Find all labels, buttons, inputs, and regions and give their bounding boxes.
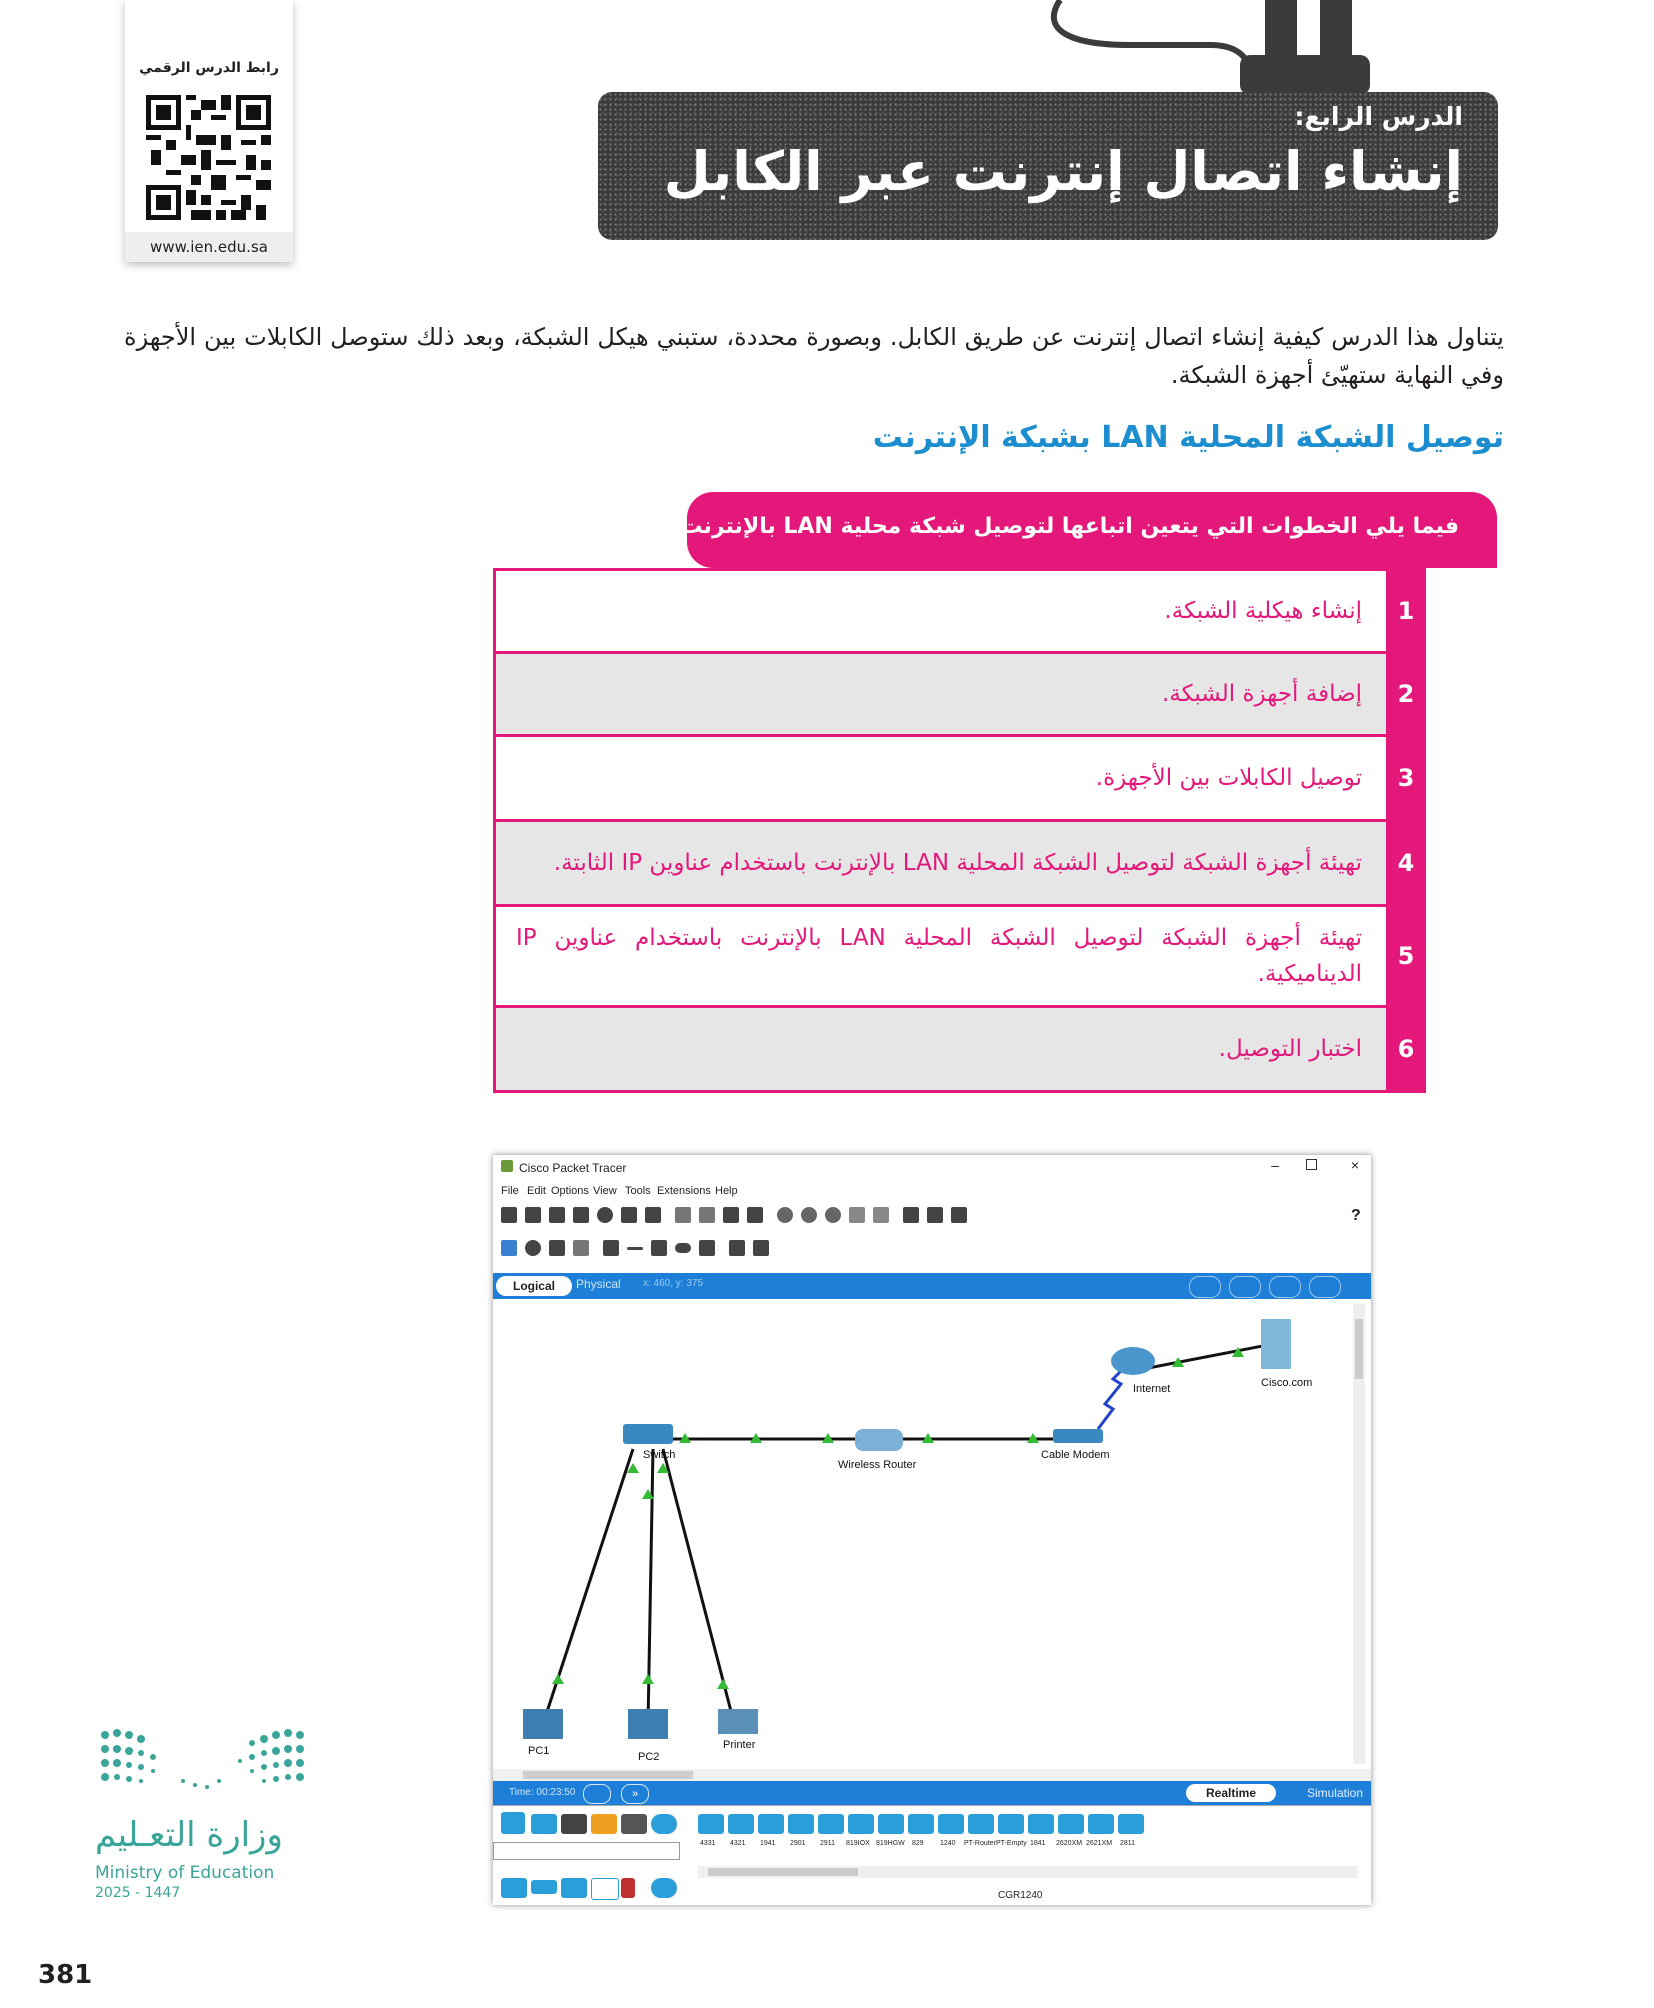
model-label: 829	[912, 1840, 924, 1847]
label-switch: Switch	[643, 1449, 676, 1461]
redo-icon[interactable]	[747, 1207, 763, 1223]
horizontal-scrollbar[interactable]	[493, 1769, 1371, 1781]
qr-code-image[interactable]	[146, 95, 271, 220]
model-label: PT-Router	[964, 1840, 996, 1847]
power-cycle-icon[interactable]	[583, 1784, 611, 1804]
delete-icon[interactable]	[549, 1240, 565, 1256]
workspace-mode-bar	[493, 1273, 1371, 1299]
model-1941-icon[interactable]	[758, 1814, 784, 1834]
pc1-node	[523, 1709, 563, 1739]
menu-extensions[interactable]: Extensions	[657, 1185, 711, 1197]
model-label: 819IOX	[846, 1840, 870, 1847]
device-category-icon[interactable]	[531, 1814, 557, 1834]
menu-tools[interactable]: Tools	[625, 1185, 651, 1197]
step-text: اختبار التوصيل.	[496, 1008, 1386, 1090]
model-4321-icon[interactable]	[728, 1814, 754, 1834]
model-label: 4331	[700, 1840, 716, 1847]
model-4331-icon[interactable]	[698, 1814, 724, 1834]
switch-node	[623, 1424, 673, 1444]
menu-file[interactable]: File	[501, 1185, 519, 1197]
device-category-icon[interactable]	[561, 1814, 587, 1834]
step-text: إنشاء هيكلية الشبكة.	[1164, 598, 1362, 624]
model-2901-icon[interactable]	[788, 1814, 814, 1834]
label-wireless-router: Wireless Router	[838, 1459, 917, 1471]
device-subcategory-icon[interactable]	[561, 1878, 587, 1898]
simulation-button[interactable]: Simulation	[1306, 1786, 1363, 1800]
menu-options[interactable]: Options	[551, 1185, 589, 1197]
label-cable-modem: Cable Modem	[1041, 1449, 1110, 1461]
device-category-icon[interactable]	[501, 1812, 525, 1834]
model-829-icon[interactable]	[908, 1814, 934, 1834]
model-819hgw-icon[interactable]	[878, 1814, 904, 1834]
help-icon[interactable]: ?	[1351, 1207, 1361, 1224]
info-icon[interactable]	[597, 1207, 613, 1223]
step-row	[496, 734, 1426, 819]
menu-help[interactable]: Help	[715, 1185, 738, 1197]
simple-pdu-icon[interactable]	[729, 1240, 745, 1256]
step-number: 3	[1386, 737, 1426, 819]
viewport-icon[interactable]	[1189, 1276, 1221, 1298]
activity-icon[interactable]	[645, 1207, 661, 1223]
screenshot-icon[interactable]	[951, 1207, 967, 1223]
cable-modem-node	[1053, 1429, 1103, 1443]
open-icon[interactable]	[525, 1207, 541, 1223]
environment-icon[interactable]	[1309, 1276, 1341, 1298]
steps-header-text: فيما يلي الخطوات التي يتعين اتباعها لتوصيل شبكة محلية LAN بالإنترنت:	[671, 514, 1459, 539]
steps-header	[671, 492, 1497, 568]
model-819iox-icon[interactable]	[848, 1814, 874, 1834]
ministry-year: 2025 - 1447	[95, 1885, 181, 1901]
model-label: 2620XM	[1056, 1840, 1083, 1847]
step-number: 4	[1386, 822, 1426, 904]
internet-cloud-node	[1111, 1347, 1155, 1375]
ellipse-icon[interactable]	[675, 1243, 691, 1253]
cluster-icon[interactable]	[1229, 1276, 1261, 1298]
lesson-label: الدرس الرابع:	[1294, 102, 1463, 131]
device-subcategory-icon[interactable]	[591, 1878, 619, 1900]
printer-node	[718, 1709, 758, 1734]
lesson-banner	[598, 92, 1498, 240]
step-text: تهيئة أجهزة الشبكة لتوصيل الشبكة المحلية LAN بالإنترنت باستخدام عناوين IP الديناميكية.	[516, 925, 1362, 987]
model-label: 1841	[1030, 1840, 1046, 1847]
device-models-row	[698, 1806, 1358, 1846]
intro-paragraph: يتناول هذا الدرس كيفية إنشاء اتصال إنترنت عن طريق الكابل. وبصورة محددة، ستبني هيكل الشبكة، وبعد ذلك ستوصل الكابلات بين الأجهزة وفي النهاية ستهيّئ أجهزة الشبكة.	[124, 323, 1504, 389]
steps-table	[493, 568, 1426, 1093]
label-printer: Printer	[723, 1739, 756, 1751]
step-row	[496, 651, 1426, 734]
step-row	[496, 904, 1426, 1005]
model-label: PT-Empty	[996, 1840, 1027, 1847]
qr-card	[125, 0, 293, 262]
ministry-name-english: Ministry of Education	[95, 1863, 275, 1883]
inspect-icon[interactable]	[525, 1240, 541, 1256]
network-icon[interactable]	[621, 1207, 637, 1223]
simulation-bar	[493, 1781, 1371, 1805]
cable-internet-server	[1143, 1344, 1273, 1369]
step-text: إضافة أجهزة الشبكة.	[496, 654, 1386, 734]
new-icon[interactable]	[501, 1207, 517, 1223]
device-subcategory-icon[interactable]	[501, 1878, 527, 1898]
selected-model-label: CGR1240	[998, 1890, 1043, 1901]
cable-plug-illustration	[1010, 0, 1370, 95]
close-icon[interactable]: ×	[1350, 1157, 1359, 1173]
label-pc2: PC2	[638, 1751, 660, 1763]
model-label: 2911	[820, 1840, 836, 1847]
model-label: 1240	[940, 1840, 956, 1847]
models-scrollbar[interactable]	[698, 1866, 1358, 1878]
copy-icon[interactable]	[675, 1207, 691, 1223]
app-titlebar	[493, 1155, 1371, 1181]
model-2620xm-icon[interactable]	[1058, 1814, 1084, 1834]
cable-switch-printer	[663, 1449, 733, 1719]
menu-edit[interactable]: Edit	[527, 1185, 546, 1197]
ministry-name-arabic: وزارة التعـليم	[95, 1815, 283, 1855]
model-label: 1941	[760, 1840, 776, 1847]
device-subcategory-icon[interactable]	[621, 1878, 635, 1898]
pdu-list-icon[interactable]	[903, 1207, 919, 1223]
model-label: 2901	[790, 1840, 806, 1847]
step-number: 1	[1386, 571, 1426, 651]
model-2911-icon[interactable]	[818, 1814, 844, 1834]
zoom-reset-icon[interactable]	[801, 1207, 817, 1223]
ministry-dots-emblem	[95, 1715, 310, 1805]
ministry-logo	[95, 1715, 310, 1901]
step-row	[496, 568, 1426, 651]
custom-device-icon[interactable]	[873, 1207, 889, 1223]
model-label: 819HGW	[876, 1840, 905, 1847]
page-number: 381	[38, 1960, 93, 1990]
coordinates-readout: x: 460, y: 375	[643, 1278, 704, 1289]
model-2811-icon[interactable]	[1118, 1814, 1144, 1834]
select-icon[interactable]	[501, 1240, 517, 1256]
label-internet: Internet	[1133, 1383, 1171, 1395]
section-heading: توصيل الشبكة المحلية LAN بشبكة الإنترنت	[872, 420, 1504, 455]
app-title: Cisco Packet Tracer	[519, 1161, 627, 1175]
note-icon[interactable]	[603, 1240, 619, 1256]
model-2621xm-icon[interactable]	[1088, 1814, 1114, 1834]
vertical-scrollbar	[1355, 1319, 1363, 1379]
step-text: تهيئة أجهزة الشبكة لتوصيل الشبكة المحلية LAN بالإنترنت باستخدام عناوين IP الثابتة.	[496, 822, 1386, 904]
tab-physical[interactable]: Physical	[576, 1277, 621, 1291]
rectangle-icon[interactable]	[651, 1240, 667, 1256]
zoom-in-icon[interactable]	[777, 1207, 793, 1223]
paste-icon[interactable]	[699, 1207, 715, 1223]
model-pt-router-icon[interactable]	[968, 1814, 994, 1834]
save-icon[interactable]	[549, 1207, 565, 1223]
complex-pdu-icon[interactable]	[753, 1240, 769, 1256]
logical-workspace[interactable]	[493, 1299, 1371, 1769]
model-1240-icon[interactable]	[938, 1814, 964, 1834]
model-1841-icon[interactable]	[1028, 1814, 1054, 1834]
zoom-out-icon[interactable]	[825, 1207, 841, 1223]
realtime-button[interactable]: Realtime	[1186, 1784, 1276, 1802]
qr-url[interactable]: www.ien.edu.sa	[125, 232, 293, 262]
model-label: 4321	[730, 1840, 746, 1847]
model-label: 2621XM	[1086, 1840, 1113, 1847]
workspace-icon[interactable]	[927, 1207, 943, 1223]
background-icon[interactable]	[1269, 1276, 1301, 1298]
maximize-icon[interactable]	[1306, 1159, 1317, 1170]
step-number: 6	[1386, 1008, 1426, 1090]
line-icon[interactable]	[627, 1247, 643, 1250]
label-server: Cisco.com	[1261, 1377, 1313, 1389]
step-number: 5	[1386, 907, 1426, 1005]
step-text: توصيل الكابلات بين الأجهزة.	[1095, 765, 1362, 791]
model-label: 2811	[1120, 1840, 1136, 1847]
step-number: 2	[1386, 654, 1426, 734]
lesson-title: إنشاء اتصال إنترنت عبر الكابل	[663, 140, 1463, 203]
drawing-palette-icon[interactable]	[849, 1207, 865, 1223]
wireless-router-node	[855, 1429, 903, 1451]
step-row	[496, 819, 1426, 904]
fast-forward-icon[interactable]: »	[621, 1784, 649, 1804]
freeform-icon[interactable]	[699, 1240, 715, 1256]
connections-icon[interactable]	[591, 1814, 617, 1834]
menubar	[493, 1181, 1371, 1203]
resize-icon[interactable]	[573, 1240, 589, 1256]
step-row	[496, 1005, 1426, 1090]
tab-logical[interactable]: Logical	[496, 1276, 572, 1296]
time-readout: Time: 00:23:50	[509, 1787, 576, 1798]
print-icon[interactable]	[573, 1207, 589, 1223]
device-category-icon[interactable]	[651, 1814, 677, 1834]
minimize-icon[interactable]: –	[1271, 1157, 1279, 1173]
device-type-box	[493, 1842, 680, 1860]
label-pc1: PC1	[528, 1745, 550, 1757]
topology-diagram	[493, 1299, 1371, 1769]
packet-tracer-screenshot	[493, 1155, 1371, 1905]
undo-icon[interactable]	[723, 1207, 739, 1223]
menu-view[interactable]: View	[593, 1185, 617, 1197]
device-subcategory-icon[interactable]	[531, 1880, 557, 1894]
model-pt-empty-icon[interactable]	[998, 1814, 1024, 1834]
device-category-icon[interactable]	[621, 1814, 647, 1834]
device-subcategory-icon[interactable]	[651, 1878, 677, 1898]
device-panel	[493, 1805, 1371, 1905]
qr-label: رابط الدرس الرقمي	[139, 60, 279, 76]
server-node	[1261, 1319, 1291, 1369]
pc2-node	[628, 1709, 668, 1739]
app-icon	[501, 1160, 513, 1172]
